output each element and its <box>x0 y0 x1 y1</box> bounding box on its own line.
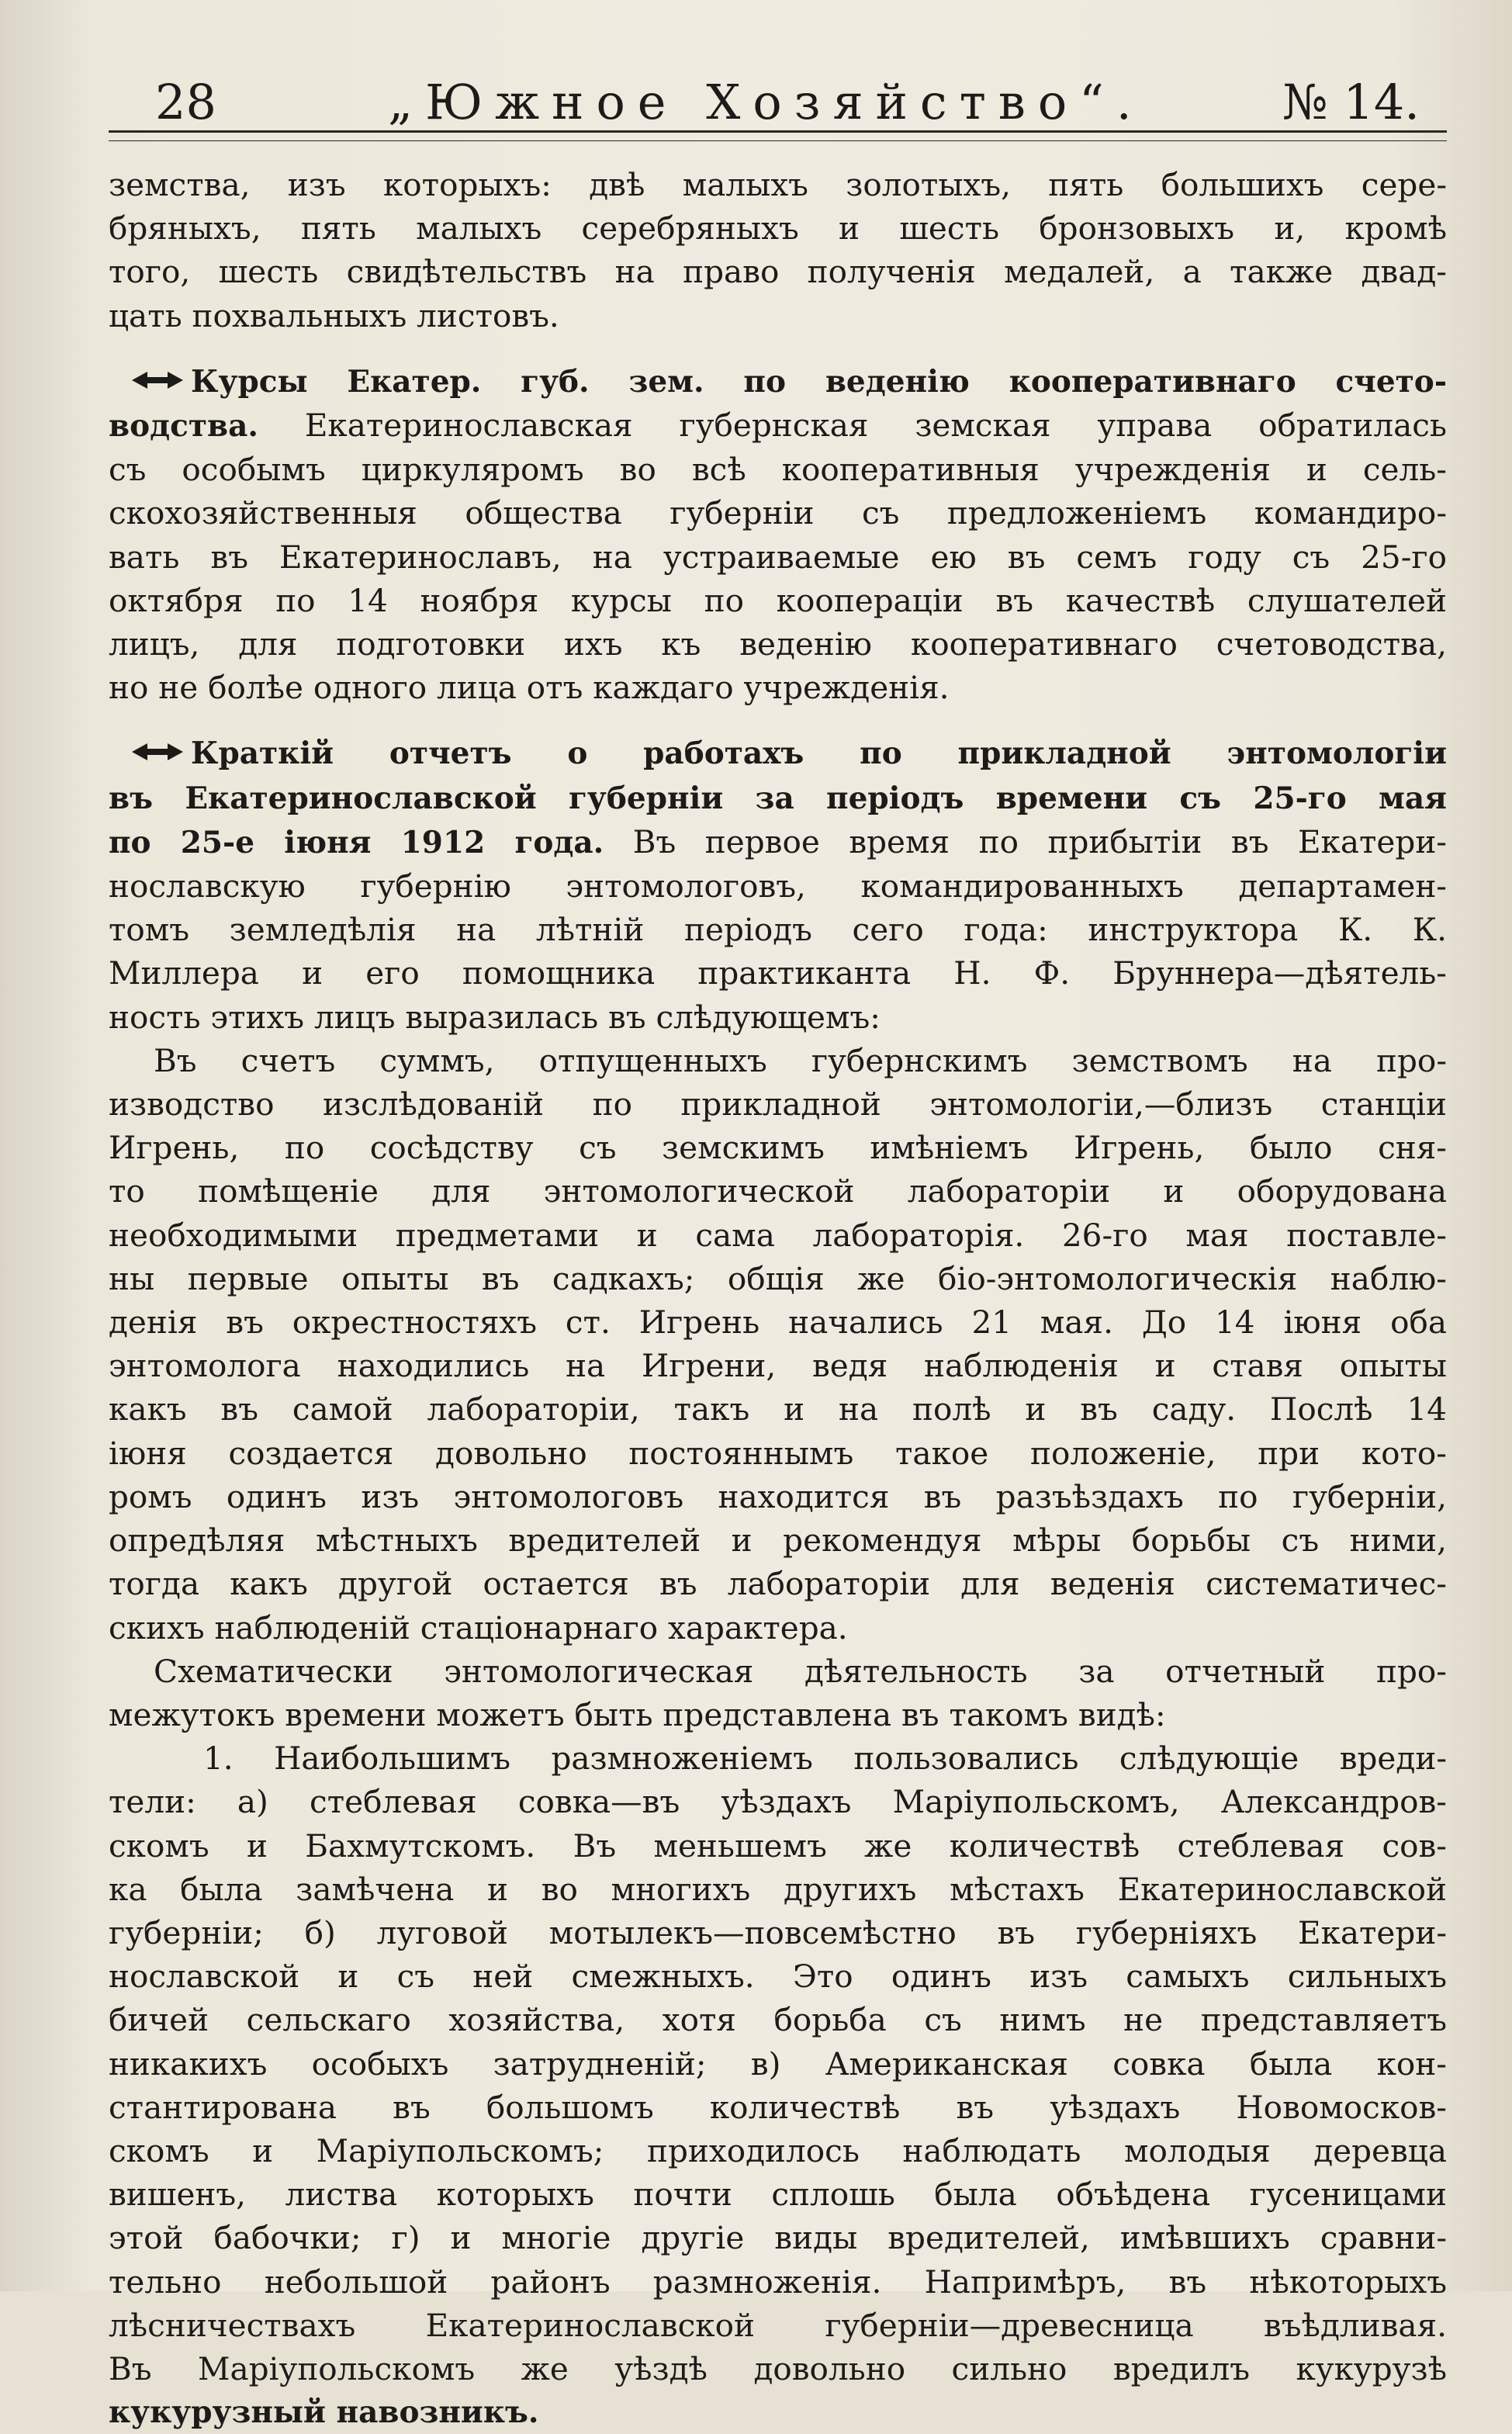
text-line: необходимыми предметами и сама лабораторія. 26-го мая поставле- <box>109 1216 1447 1254</box>
text-line: земства, изъ которыхъ: двѣ малыхъ золотыхъ, пять большихъ сере- <box>109 166 1447 203</box>
paragraph-laboratory <box>109 1039 1447 1650</box>
text-line: этой бабочки; г) и многіе другіе виды вредителей, имѣвшихъ сравни- <box>109 2219 1447 2257</box>
paragraph-report <box>109 731 1447 1038</box>
paragraph-pests <box>109 1736 1447 2434</box>
text-line <box>109 403 1447 448</box>
text-line: денія въ окрестностяхъ ст. Игрень начались 21 мая. До 14 іюня оба <box>109 1304 1447 1342</box>
text-line: Миллера и его помощника практиканта Н. Ф. Бруннера—дѣятель- <box>109 954 1447 992</box>
text-line: изводство изслѣдованій по прикладной энтомологіи,—близъ станціи <box>109 1085 1447 1124</box>
text-line: вать въ Екатеринославъ, на устраиваемые ею въ семъ году съ 25-го <box>109 538 1447 576</box>
paragraph-schematic <box>109 1650 1447 1736</box>
text-line: цать похвальныхъ листовъ. <box>109 296 559 334</box>
text-line: ка была замѣчена и во многихъ другихъ мѣстахъ Екатеринославской <box>109 1870 1447 1908</box>
text-line: Въ счетъ суммъ, отпущенныхъ губернскимъ земствомъ на про- <box>154 1041 1447 1079</box>
text-line: того, шесть свидѣтельствъ на право полученія медалей, а также двад- <box>109 253 1447 291</box>
text-line: тельно небольшой районъ размноженія. Напримѣръ, въ нѣкоторыхъ <box>109 2263 1447 2301</box>
journal-title: „Южное Хозяйство“. <box>388 74 1144 130</box>
text-line: тогда какъ другой остается въ лабораторіи для веденія систематичес- <box>109 1565 1447 1603</box>
text-line: ны первые опыты въ садкахъ; общія же біо-энтомологическія наблю- <box>109 1259 1447 1297</box>
text-line: но не болѣе одного лица отъ каждаго учрежденія. <box>109 669 950 707</box>
text-line <box>109 820 1447 864</box>
section-heading: водства. <box>109 408 258 445</box>
text-fragment: Въ первое время по прибытіи въ Екатери- <box>604 822 1447 860</box>
section-heading-line <box>109 776 1447 820</box>
text-line: томъ земледѣлія на лѣтній періодъ сего года: инструктора К. К. <box>109 911 1447 949</box>
text-line: скохозяйственныя общества губерніи съ предложеніемъ командиро- <box>109 494 1447 532</box>
text-line: съ особымъ циркуляромъ во всѣ кооперативныя учрежденія и сель- <box>109 451 1447 489</box>
paragraph-courses <box>109 359 1447 710</box>
text-line: тели: а) стеблевая совка—въ уѣздахъ Маріупольскомъ, Александров- <box>109 1783 1447 1821</box>
double-arrow-icon <box>132 742 183 762</box>
section-heading-line <box>109 359 1447 403</box>
running-header <box>147 71 1420 133</box>
text-line: вишенъ, листва которыхъ почти сплошь была объѣдена гусеницами <box>109 2176 1447 2214</box>
text-line: ность этихъ лицъ выразилась въ слѣдующемъ: <box>109 998 881 1036</box>
text-line: стантирована въ большомъ количествѣ въ уѣздахъ Новомосков- <box>109 2088 1447 2126</box>
text-line: энтомолога находились на Игрени, ведя наблюденія и ставя опыты <box>109 1347 1447 1385</box>
text-line: скомъ и Бахмутскомъ. Въ меньшемъ же количествѣ стеблевая сов- <box>109 1826 1447 1864</box>
article-body <box>109 163 1447 2434</box>
text-line: Въ Маріупольскомъ же уѣздѣ довольно сильно вредилъ кукурузѣ <box>109 2349 1447 2387</box>
text-line: іюня создается довольно постояннымъ такое положеніе, при кото- <box>109 1434 1447 1472</box>
text-line: Игрень, по сосѣдству съ земскимъ имѣніемъ Игрень, было сня- <box>109 1129 1447 1167</box>
text-line: кукурузный навозникъ. <box>109 2394 539 2431</box>
text-line: октября по 14 ноября курсы по коопераціи въ качествѣ слушателей <box>109 581 1447 619</box>
text-line: Схематически энтомологическая дѣятельность за отчетный про- <box>154 1652 1447 1690</box>
text-line: лицъ, для подготовки ихъ къ веденію кооперативнаго счетоводства, <box>109 625 1447 663</box>
section-heading: по 25-е іюня 1912 года. <box>109 824 604 860</box>
text-line: никакихъ особыхъ затрудненій; в) Американская совка была кон- <box>109 2044 1447 2083</box>
text-line: скомъ и Маріупольскомъ; приходилось наблюдать молодыя деревца <box>109 2131 1447 2169</box>
text-line: лѣсничествахъ Екатеринославской губерніи—древесница въѣдливая. <box>109 2306 1447 2344</box>
page-number: 28 <box>155 74 216 130</box>
section-heading: Краткій отчетъ о работахъ по прикладной энтомологіи <box>191 736 1447 772</box>
text-line: опредѣляя мѣстныхъ вредителей и рекомендуя мѣры борьбы съ ними, <box>109 1522 1447 1560</box>
paragraph-awards <box>109 163 1447 338</box>
text-fragment: Екатеринославская губернская земская управа обратилась <box>258 407 1447 445</box>
text-line: ромъ одинъ изъ энтомологовъ находится въ разъѣздахъ по губерніи, <box>109 1477 1447 1515</box>
text-line: бряныхъ, пять малыхъ серебряныхъ и шесть бронзовыхъ и, кромѣ <box>109 209 1447 248</box>
text-line: скихъ наблюденій стаціонарнаго характера. <box>109 1608 848 1646</box>
text-line: нославской и съ ней смежныхъ. Это одинъ изъ самыхъ сильныхъ <box>109 1958 1447 1996</box>
text-line: какъ въ самой лабораторіи, такъ и на полѣ и въ саду. Послѣ 14 <box>109 1390 1447 1428</box>
section-heading: Курсы Екатер. губ. зем. по веденію кооперативнаго счето- <box>191 363 1447 400</box>
section-heading: въ Екатеринославской губерніи за періодъ времени съ 25-го мая <box>109 780 1447 816</box>
text-line: бичей сельскаго хозяйства, хотя борьба съ нимъ не представляетъ <box>109 2001 1447 2039</box>
issue-number: № 14. <box>1282 74 1420 130</box>
text-line: межутокъ времени можетъ быть представлена въ такомъ видѣ: <box>109 1695 1166 1733</box>
section-heading-line <box>109 731 1447 775</box>
text-line: губерніи; б) луговой мотылекъ—повсемѣстно въ губерніяхъ Екатери- <box>109 1913 1447 1951</box>
text-line: 1. Наибольшимъ размноженіемъ пользовались слѣдующіе вреди- <box>203 1740 1447 1778</box>
text-line: нославскую губернію энтомологовъ, командированныхъ департамен- <box>109 867 1447 905</box>
double-arrow-icon <box>132 370 183 390</box>
header-rule <box>109 130 1447 141</box>
text-line: то помѣщеніе для энтомологической лабораторіи и оборудована <box>109 1172 1447 1210</box>
